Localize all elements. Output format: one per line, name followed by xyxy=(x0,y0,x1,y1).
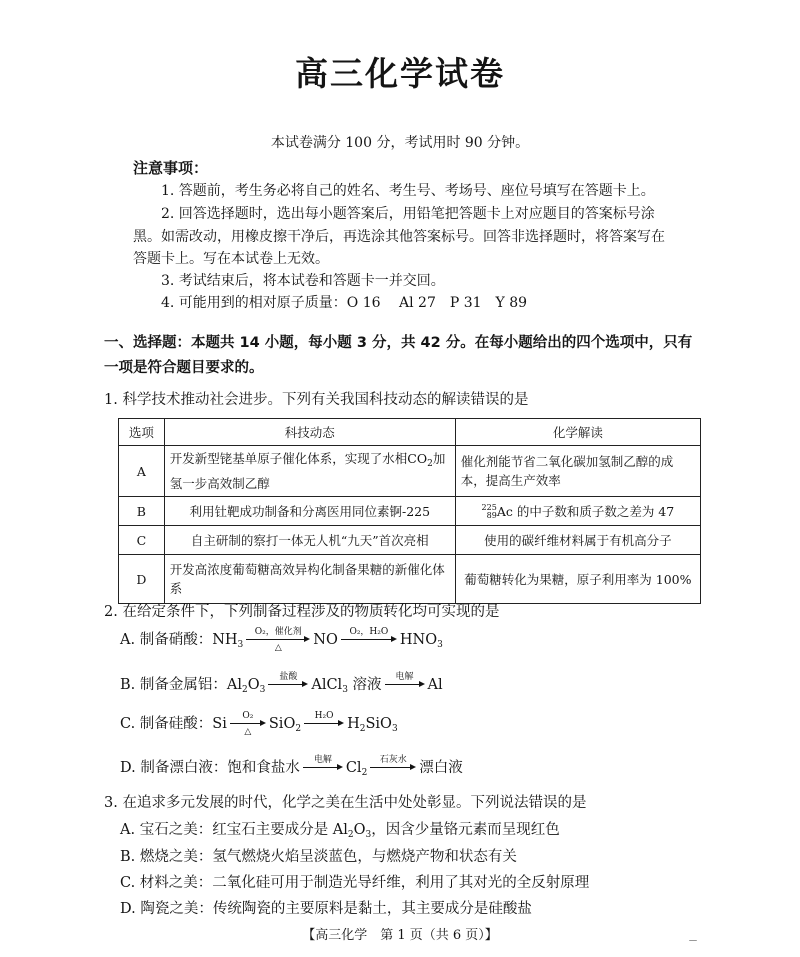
question-1-stem: 1. 科学技术推动社会进步。下列有关我国科技动态的解读错误的是 xyxy=(104,392,529,408)
reaction-arrow xyxy=(246,627,310,653)
table-row xyxy=(119,497,701,526)
subscript: 3 xyxy=(391,724,398,734)
arrow-icon xyxy=(230,721,266,727)
subscript: 3 xyxy=(437,640,443,650)
question-2-option-d xyxy=(120,755,463,781)
condition-above: 电解 xyxy=(395,672,414,682)
condition-above: H₂O xyxy=(314,711,334,721)
option-label: D. 制备漂白液： xyxy=(120,760,228,776)
mass-number: 225 xyxy=(481,503,497,512)
condition-above: O₂ xyxy=(242,711,254,721)
reaction-arrow xyxy=(303,755,343,781)
species: H xyxy=(347,716,360,732)
condition-below xyxy=(268,688,308,698)
section-heading: 一、选择题：本题共 14 小题，每小题 3 分，共 42 分。在每小题给出的四个选项中，只有一项是符合题目要求的。 xyxy=(104,335,693,376)
reading-cell: 催化剂能节省二氧化碳加氢制乙醇的成本，提高生产效率 xyxy=(455,446,700,497)
table-row xyxy=(119,526,701,555)
table-header-cell: 化学解读 xyxy=(455,419,700,446)
table-header-row xyxy=(119,419,701,446)
reaction-arrow xyxy=(385,672,425,698)
species: Al xyxy=(427,677,443,693)
question-2-option-b xyxy=(120,672,443,698)
subscript: 3 xyxy=(342,685,348,695)
species-tail: SiO xyxy=(365,716,392,732)
question-3-option-a xyxy=(120,818,560,840)
reading-text: Ac 的中子数和质子数之差为 47 xyxy=(496,503,675,519)
arrow-icon xyxy=(303,765,343,771)
question-2-stem: 2. 在给定条件下，下列制备过程涉及的物质转化均可实现的是 xyxy=(104,604,500,620)
condition-below xyxy=(370,771,416,781)
subscript: 2 xyxy=(347,830,354,840)
condition-below: △ xyxy=(274,643,282,653)
subscript: 3 xyxy=(237,640,244,650)
option-cell: C xyxy=(119,526,165,555)
condition-above: 盐酸 xyxy=(279,672,298,682)
reaction-arrow xyxy=(370,755,416,781)
condition-above: 电解 xyxy=(313,755,332,765)
species: AlCl xyxy=(311,677,343,693)
condition-above: 石灰水 xyxy=(379,755,407,765)
notice-item-3: 3. 考试结束后，将本试卷和答题卡一并交回。 xyxy=(161,273,445,289)
table-header-cell: 选项 xyxy=(119,419,165,446)
question-3-option-b: B. 燃烧之美：氢气燃烧火焰呈淡蓝色，与燃烧产物和状态有关 xyxy=(120,849,517,865)
subscript: 3 xyxy=(259,685,266,695)
subscript: 2 xyxy=(295,724,302,734)
question-2-option-c xyxy=(120,711,398,737)
option-text: A. 宝石之美：红宝石主要成分是 Al xyxy=(120,822,348,838)
reaction-arrow xyxy=(268,672,308,698)
option-label: B. 制备金属铝： xyxy=(120,677,227,693)
atomic-number: 89 xyxy=(486,511,497,520)
arrow-icon xyxy=(385,682,425,688)
option-label: A. 制备硝酸： xyxy=(120,632,213,648)
reaction-arrow xyxy=(304,711,344,737)
dynamic-cell xyxy=(164,446,455,497)
subscript: 3 xyxy=(365,830,372,840)
option-label: C. 制备硅酸： xyxy=(120,716,213,732)
reaction-arrow xyxy=(230,711,266,737)
species: O xyxy=(247,677,260,693)
arrow-icon xyxy=(268,682,308,688)
exam-title: 高三化学试卷 xyxy=(295,54,505,93)
condition-below xyxy=(303,771,343,781)
species: Al xyxy=(226,677,242,693)
species: Cl xyxy=(345,760,362,776)
condition-below xyxy=(385,688,425,698)
species: SiO xyxy=(268,716,296,732)
question-3-option-d: D. 陶瓷之美：传统陶瓷的主要原料是黏土，其主要成分是硅酸盐 xyxy=(120,901,532,917)
reading-cell: 葡萄糖转化为果糖，原子利用率为 100% xyxy=(455,555,700,604)
condition-below xyxy=(304,727,344,737)
subscript: 2 xyxy=(361,768,368,778)
question-3-stem: 3. 在追求多元发展的时代，化学之美在生活中处处彰显。下列说法错误的是 xyxy=(104,795,587,811)
option-cell: D xyxy=(119,555,165,604)
exam-intro: 本试卷满分 100 分，考试用时 90 分钟。 xyxy=(270,135,530,151)
table-header-cell: 科技动态 xyxy=(164,419,455,446)
table-row xyxy=(119,446,701,497)
dynamic-text-tail: 加氢一步高效制乙醇 xyxy=(169,451,446,491)
dynamic-cell: 利用钍靶成功制备和分离医用同位素锕-225 xyxy=(164,497,455,526)
dynamic-cell: 自主研制的察打一体无人机“九天”首次亮相 xyxy=(164,526,455,555)
condition-above: O₂，H₂O xyxy=(349,627,389,637)
page-footer: 【高三化学 第 1 页（共 6 页）】 xyxy=(302,928,498,943)
question-2-option-a xyxy=(120,627,443,653)
reading-cell: 使用的碳纤维材料属于有机高分子 xyxy=(455,526,700,555)
notice-heading: 注意事项： xyxy=(133,159,209,177)
nuclide-notation xyxy=(482,504,497,520)
table-row xyxy=(119,555,701,604)
notice-item-4: 4. 可能用到的相对原子质量：O 16 Al 27 P 31 Y 89 xyxy=(161,295,528,311)
subscript: 2 xyxy=(359,724,366,734)
species: HNO xyxy=(399,632,438,648)
dynamic-cell: 开发高浓度葡萄糖高效异构化制备果糖的新催化体系 xyxy=(164,555,455,604)
question-3-option-c: C. 材料之美：二氧化硅可用于制造光导纤维，利用了其对光的全反射原理 xyxy=(120,875,590,891)
arrow-icon xyxy=(304,721,344,727)
species: 漂白液 xyxy=(419,760,463,776)
option-text: ，因含少量铬元素而呈现红色 xyxy=(371,822,560,838)
subscript: 2 xyxy=(241,685,248,695)
option-cell: B xyxy=(119,497,165,526)
notice-item-1: 1. 答题前，考生务必将自己的姓名、考生号、考场号、座位号填写在答题卡上。 xyxy=(161,183,655,199)
species: NO xyxy=(313,632,338,648)
condition-below: △ xyxy=(244,727,252,737)
arrow-icon xyxy=(370,765,416,771)
species: Si xyxy=(212,716,227,732)
notice-item-2: 2. 回答选择题时，选出每小题答案后，用铅笔把答题卡上对应题目的答案标号涂黑。如需改动，用橡皮擦干净后，再选涂其他答案标号。回答非选择题时，将答案写在答题卡上。写在本试卷上无效。 xyxy=(133,206,665,267)
dynamic-text: 开发新型铑基单原子催化体系，实现了水相CO xyxy=(169,451,428,466)
reading-cell xyxy=(455,497,700,526)
subscript: 2 xyxy=(427,459,433,469)
species-tail: 溶液 xyxy=(347,677,382,693)
species: NH xyxy=(212,632,238,648)
condition-below xyxy=(341,643,397,653)
arrow-icon xyxy=(246,637,310,643)
species: 饱和食盐水 xyxy=(227,760,300,776)
corner-mark: － xyxy=(688,936,698,947)
arrow-icon xyxy=(341,637,397,643)
option-cell: A xyxy=(119,446,165,497)
question-1-table xyxy=(118,418,701,604)
reaction-arrow xyxy=(341,627,397,653)
condition-above: O₂，催化剂 xyxy=(254,627,302,637)
option-text: O xyxy=(353,822,366,838)
